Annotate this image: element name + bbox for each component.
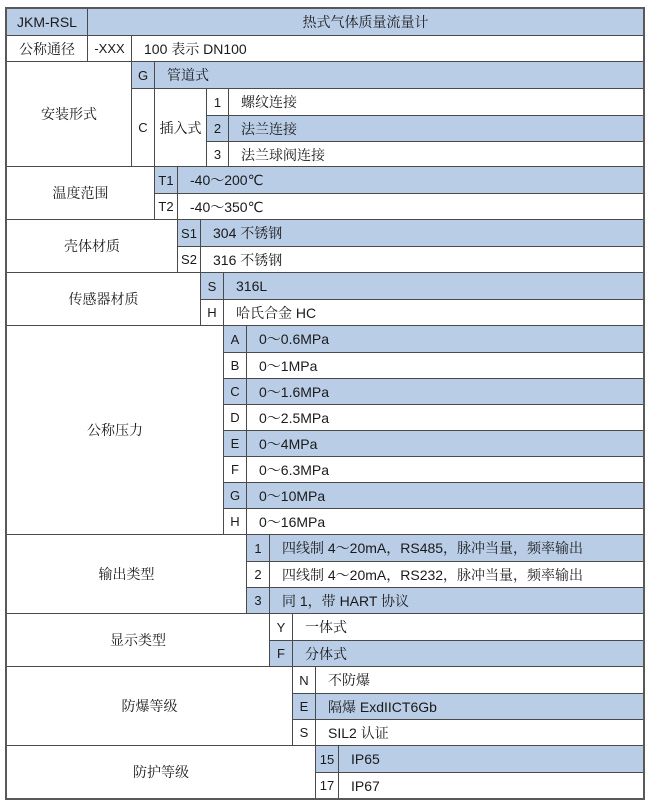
option-code: T1: [155, 167, 178, 193]
option-row: [316, 746, 643, 772]
option-code: C: [132, 89, 155, 166]
nominal-pressure-section: [7, 325, 643, 534]
option-row: [132, 62, 643, 88]
section-label: 输出类型: [7, 535, 247, 613]
section-label: 壳体材质: [7, 220, 178, 272]
option-row: [293, 667, 643, 693]
option-row: [178, 246, 643, 272]
output-type-section: [7, 534, 643, 613]
temperature-section: [7, 166, 643, 219]
option-row: [293, 719, 643, 745]
option-desc: IP67: [351, 777, 380, 794]
option-code: 2: [207, 116, 229, 141]
option-code: H: [201, 300, 224, 325]
option-desc: 分体式: [293, 641, 643, 666]
section-label: 温度范围: [7, 167, 155, 219]
option-row: [247, 535, 643, 561]
option-row: [155, 167, 643, 193]
option-desc: 0～16MPa: [259, 513, 326, 530]
option-row: [207, 115, 643, 141]
option-row: [247, 561, 643, 587]
option-row: [224, 404, 643, 430]
model-cell: JKM-RSL: [7, 9, 88, 35]
option-desc: 四线制 4～20mA，RS232，脉冲当量，频率输出: [282, 566, 584, 583]
option-code: G: [224, 483, 247, 508]
option-desc: 不防爆: [328, 672, 370, 688]
option-code: E: [293, 694, 316, 719]
option-code: -XXX: [88, 36, 132, 61]
option-row: [270, 640, 643, 666]
option-code: H: [224, 509, 247, 534]
option-desc: 哈氏合金 HC: [236, 304, 317, 321]
option-code: Y: [270, 614, 293, 640]
option-code: G: [132, 62, 155, 88]
option-code: S2: [178, 247, 201, 272]
option-row: [201, 299, 643, 325]
option-desc: 100 表示 DN100: [144, 40, 247, 57]
option-row: [224, 456, 643, 482]
option-row: [224, 482, 643, 508]
option-code: S1: [178, 220, 201, 246]
option-row: [224, 378, 643, 404]
option-desc: 304 不锈钢: [201, 220, 643, 246]
header-section: [7, 9, 643, 35]
sensor-material-section: [7, 272, 643, 325]
option-desc: 316L: [224, 273, 643, 299]
installation-section: [7, 61, 643, 166]
option-desc: 螺纹连接: [241, 94, 297, 110]
option-code: F: [270, 641, 293, 666]
option-row: [178, 220, 643, 246]
option-code: A: [224, 326, 247, 352]
option-row: [293, 693, 643, 719]
option-desc: -40～200℃: [178, 167, 643, 193]
explosion-proof-section: [7, 666, 643, 745]
option-desc: 0～2.5MPa: [259, 409, 330, 426]
option-desc: 同 1，带 HART 协议: [270, 588, 643, 613]
option-desc: 0～0.6MPa: [247, 326, 643, 352]
option-row: [207, 141, 643, 167]
section-label: 防护等级: [7, 746, 316, 798]
option-desc: 0～1.6MPa: [247, 379, 643, 404]
nominal-diameter-section: [7, 35, 643, 61]
table-title: 热式气体质量流量计: [88, 9, 643, 35]
option-row: [201, 273, 643, 299]
option-desc: 0～1MPa: [259, 357, 318, 374]
option-desc: 0～10MPa: [247, 483, 643, 508]
section-label: 显示类型: [7, 614, 270, 666]
option-row: [224, 508, 643, 534]
option-row: [207, 89, 643, 115]
option-desc: 管道式: [155, 62, 643, 88]
insertion-name-cell: 插入式: [155, 89, 207, 166]
option-code: E: [224, 431, 247, 456]
option-desc: 一体式: [305, 619, 347, 635]
option-code: D: [224, 405, 247, 430]
option-row: [270, 614, 643, 640]
insertion-block: [132, 88, 643, 166]
section-label: 公称通径: [7, 36, 88, 61]
option-desc: 法兰球阀连接: [241, 146, 325, 163]
option-code: 3: [207, 142, 229, 167]
section-label: 防爆等级: [7, 667, 293, 745]
option-code: 2: [247, 562, 270, 587]
option-row: [224, 352, 643, 378]
option-desc: SIL2 认证: [328, 724, 389, 741]
option-code: 15: [316, 746, 339, 772]
option-desc: 隔爆 ExdIICT6Gb: [316, 694, 643, 719]
option-desc: 法兰连接: [229, 116, 643, 141]
spec-table: [5, 7, 645, 800]
option-code: 3: [247, 588, 270, 613]
option-desc: 316 不锈钢: [213, 251, 283, 268]
option-code: N: [293, 667, 316, 693]
option-desc: 0～6.3MPa: [259, 461, 330, 478]
option-code: 1: [207, 89, 229, 115]
option-desc: -40～350℃: [190, 198, 264, 215]
option-code: S: [293, 720, 316, 745]
option-code: B: [224, 353, 247, 378]
option-code: S: [201, 273, 224, 299]
option-desc: 四线制 4～20mA，RS485，脉冲当量，频率输出: [270, 535, 643, 561]
option-row: [316, 772, 643, 798]
option-code: F: [224, 457, 247, 482]
option-code: 1: [247, 535, 270, 561]
option-code: 17: [316, 773, 339, 798]
section-label: 公称压力: [7, 326, 224, 534]
option-desc: 0～4MPa: [247, 431, 643, 456]
display-type-section: [7, 613, 643, 666]
option-row: [155, 193, 643, 219]
section-label: 传感器材质: [7, 273, 201, 325]
section-label: 安装形式: [7, 62, 132, 166]
protection-class-section: [7, 745, 643, 798]
option-code: T2: [155, 194, 178, 219]
option-desc: IP65: [339, 746, 643, 772]
option-row: [224, 326, 643, 352]
option-row: [247, 587, 643, 613]
option-code: C: [224, 379, 247, 404]
option-row: [224, 430, 643, 456]
housing-material-section: [7, 219, 643, 272]
